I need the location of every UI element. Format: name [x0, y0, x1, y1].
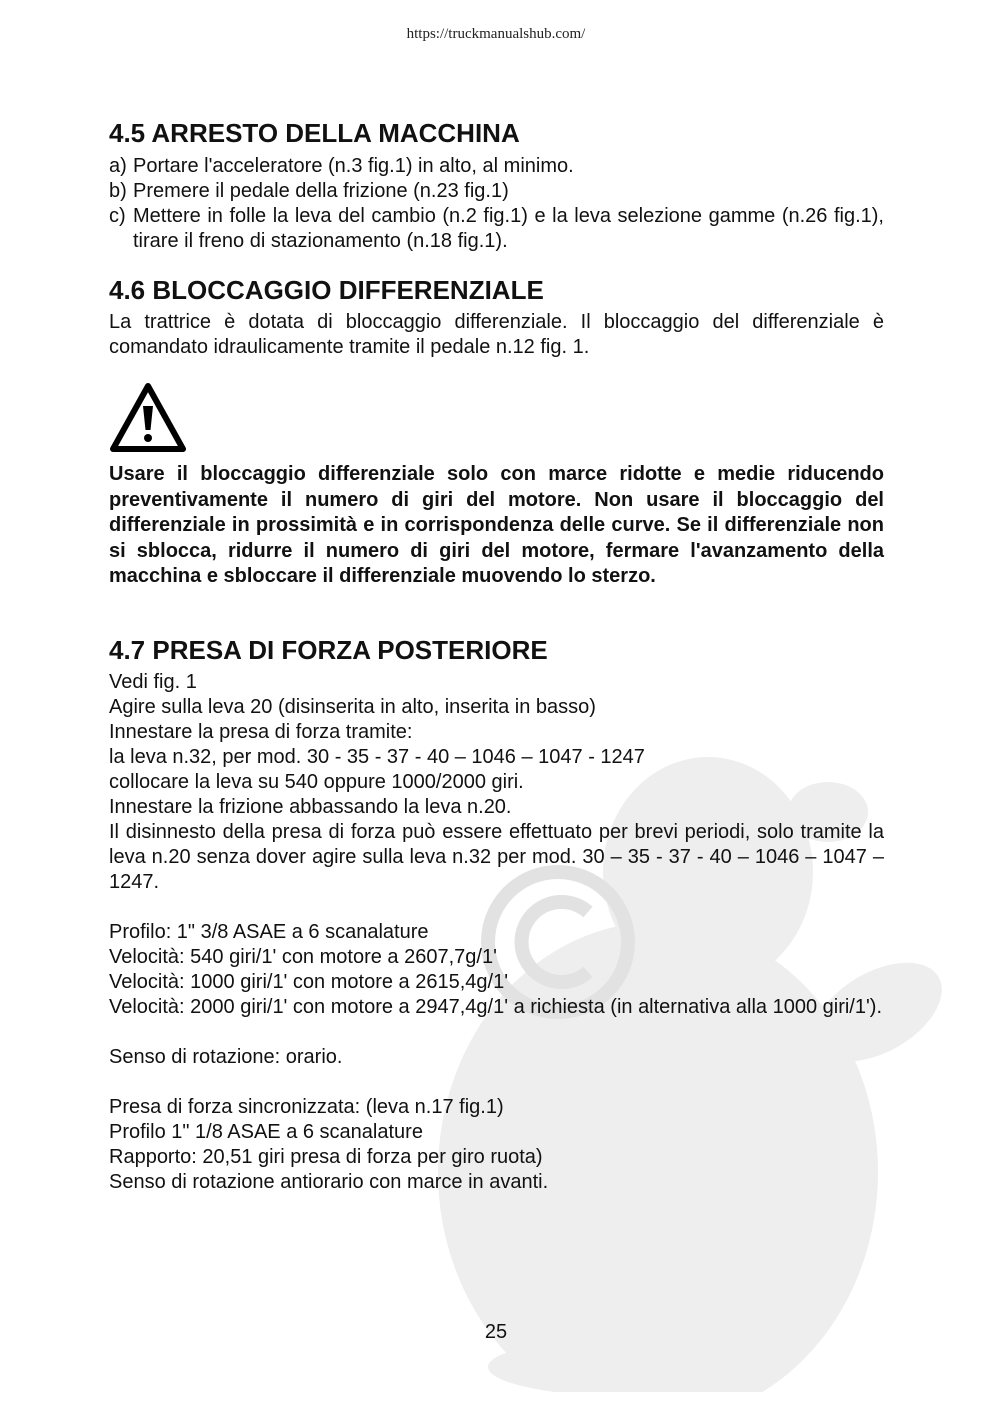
text-line: Vedi fig. 1: [109, 671, 197, 693]
list-item: [109, 204, 884, 254]
text-line: Senso di rotazione antiorario con marce in avanti.: [109, 1171, 549, 1193]
list-item: [109, 179, 884, 204]
list-item-text: Premere il pedale della frizione (n.23 fig.1): [133, 180, 509, 202]
section-title-4-6: 4.6 BLOCCAGGIO DIFFERENZIALE: [109, 275, 544, 305]
pto-disengage-note: Il disinnesto della presa di forza può essere effettuato per brevi periodi, solo tramite la leva n.20 senza dover agire sulla leva n.32 per mod. 30 – 35 - 37 - 40 – 1046 – 1047 –1247.: [109, 821, 884, 893]
text-line: Presa di forza sincronizzata: (leva n.17 fig.1): [109, 1096, 504, 1118]
warning-text: Usare il bloccaggio differenziale solo con marce ridotte e medie riducendo preventivamente il numero di giri del motore. Non usare il bloccaggio del differenziale in prossimità e in corrispondenza delle curve. Se il differenziale non si sblocca, ridurre il numero di giri del motore, fermare l'avanzamento della macchina e sbloccare il differenziale muovendo lo sterzo.: [109, 463, 884, 587]
text-line: Profilo: 1" 3/8 ASAE a 6 scanalature: [109, 921, 429, 943]
pto-profile-specs: [109, 920, 508, 995]
section-title-4-7: 4.7 PRESA DI FORZA POSTERIORE: [109, 635, 548, 665]
list-marker: b): [109, 180, 127, 202]
differential-description: La trattrice è dotata di bloccaggio differenziale. Il bloccaggio del differenziale è comandato idraulicamente tramite il pedale n.12 fig. 1.: [109, 311, 884, 358]
list-item-text: Mettere in folle la leva del cambio (n.2 fig.1) e la leva selezione gamme (n.26 fig.1), tirare il freno di stazionamento (n.18 fig.1).: [133, 205, 884, 252]
list-item: [109, 154, 884, 179]
header-url: https://truckmanualshub.com/: [406, 26, 586, 42]
sync-pto-specs: [109, 1095, 548, 1195]
list-marker: a): [109, 155, 127, 177]
stop-steps-list: [109, 154, 884, 254]
text-line: Agire sulla leva 20 (disinserita in alto, inserita in basso): [109, 696, 596, 718]
pto-rotation: Senso di rotazione: orario.: [109, 1046, 343, 1068]
text-line: Profilo 1" 1/8 ASAE a 6 scanalature: [109, 1121, 423, 1143]
pto-instructions: [109, 670, 645, 820]
text-line: Velocità: 1000 giri/1' con motore a 2615,4g/1': [109, 971, 509, 993]
warning-triangle-icon: [109, 382, 187, 454]
list-item-text: Portare l'acceleratore (n.3 fig.1) in alto, al minimo.: [133, 155, 574, 177]
page-number: 25: [484, 1321, 508, 1343]
text-line: Velocità: 540 giri/1' con motore a 2607,7g/1': [109, 946, 497, 968]
list-marker: c): [109, 205, 126, 227]
text-line: Innestare la presa di forza tramite:: [109, 721, 413, 743]
text-line: Innestare la frizione abbassando la leva n.20.: [109, 796, 512, 818]
pto-speed-2000: Velocità: 2000 giri/1' con motore a 2947,4g/1' a richiesta (in alternativa alla 1000 giri/1').: [109, 996, 883, 1018]
section-title-4-5: 4.5 ARRESTO DELLA MACCHINA: [109, 118, 520, 148]
text-line: Rapporto: 20,51 giri presa di forza per giro ruota): [109, 1146, 543, 1168]
text-line: la leva n.32, per mod. 30 - 35 - 37 - 40 – 1046 – 1047 - 1247: [109, 746, 645, 768]
text-line: collocare la leva su 540 oppure 1000/2000 giri.: [109, 771, 524, 793]
